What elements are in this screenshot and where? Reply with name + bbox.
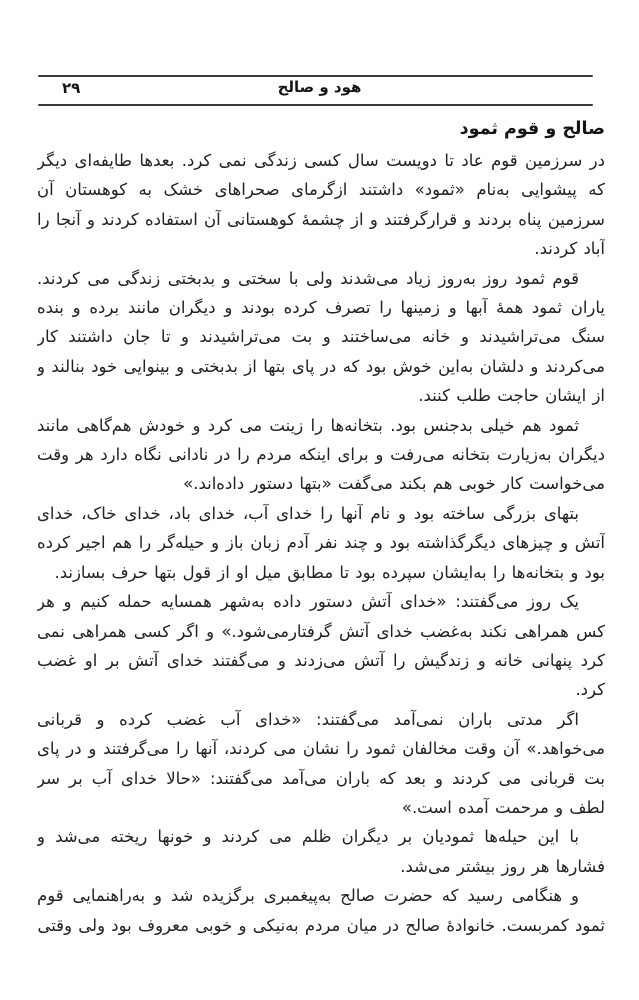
body-paragraph: ثمود هم خیلی بدجنس بود. بتخانه‌ها را زینت می کرد و خودش هم‌گاهی مانند دیگران به‌زیارت بتخانه می‌رفت و برای اینکه مردم را در نادانی نگاه دارد هر وقت می‌خواست کار خوبی هم بکند می‌گفت «بتها دستور داده‌اند.» (37, 415, 605, 494)
body-paragraph: و هنگامی رسید که حضرت صالح به‌پیغمبری برگزیده شد و به‌راهنمایی قوم ثمود کمربست. خانوادهٔ صالح در میان مردم به‌نیکی و خوبی معروف بود ولی وقتی (37, 886, 605, 935)
running-title: هود و صالح (277, 78, 362, 96)
body-paragraph: قوم ثمود روز به‌روز زیاد می‌شدند ولی با سختی و بدبختی زندگی می کردند. یاران ثمود همهٔ آبها و زمینها را تصرف کرده بودند و دیگران مانند برده و بنده سنگ می‌تراشیدند و خانه می‌ساختند و بت می‌تراشیدند و تا جان داشتند کار می‌کردند و دلشان به‌این خوش بود که در پای بتها از بدبختی و بینوایی خود بنالند و از ایشان حاجت طلب کنند. (37, 268, 605, 406)
section-heading: صالح و قوم ثمود (459, 119, 605, 139)
body-paragraph: با این حیله‌ها ثمودیان بر دیگران ظلم می کردند و خونها ریخته می‌شد و فشارها هر روز بیشتر می‌شد. (37, 827, 605, 876)
header-rule-top (38, 75, 593, 77)
header-rule-bottom (38, 104, 593, 106)
body-paragraph: در سرزمین قوم عاد تا دویست سال کسی زندگی نمی کرد. بعدها طایفه‌ای دیگر که پیشوایی به‌نام «ثمود» داشتند ازگرمای صحراهای خشک به کوهستان آن سرزمین پناه بردند و قرارگرفتند و از چشمهٔ کوهستانی آن استفاده کردند و آنجا را آباد کردند. (37, 151, 605, 259)
page-number: ۲۹ (62, 79, 81, 97)
header-row (36, 78, 603, 102)
body-paragraph: اگر مدتی باران نمی‌آمد می‌گفتند: «خدای آب غضب کرده و قربانی می‌خواهد.» آن وقت مخالفان ثمود را نشان می کردند، آنها را می‌گرفتند و در پای بت قربانی می کردند و بعد که باران می‌آمد می‌گفتند: «حالا خدای آب بر سر لطف و مرحمت آمده است.» (37, 709, 605, 817)
body-paragraph: یک روز می‌گفتند: «خدای آتش دستور داده به‌شهر همسایه حمله کنیم و هر کس همراهی نکند به‌غضب خدای آتش گرفتارمی‌شود.» و اگر کسی همراهی نمی کرد پنهانی خانه و زندگیش را آتش می‌زدند و می‌گفتند خدای آتش بر او غضب کرد. (37, 592, 605, 700)
running-header (36, 0, 603, 106)
body-paragraph: بتهای بزرگی ساخته بود و نام آنها را خدای آب، خدای باد، خدای خاک، خدای آتش و چیزهای دیگرگذاشته بود و چند نفر آدم زبان باز و حیله‌گر را هم اجیر کرده بود و بتخانه‌ها را به‌ایشان سپرده بود تا مطابق میل او از قول بتها حرف بسازند. (37, 503, 605, 582)
page-body (37, 112, 605, 1000)
